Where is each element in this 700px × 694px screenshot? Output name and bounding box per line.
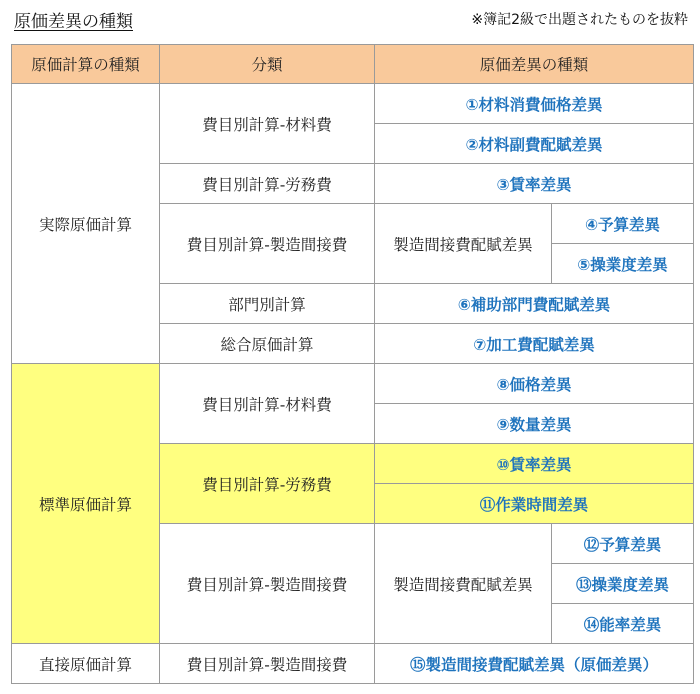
sub-standard-overhead: 製造間接費配賦差異 — [375, 524, 552, 644]
class-direct-overhead: 費目別計算-製造間接費 — [160, 644, 375, 684]
page-title: 原価差異の種類 — [14, 12, 133, 32]
variance-15: ⑮製造間接費配賦差異（原価差異） — [375, 644, 694, 684]
class-actual-labor: 費目別計算-労務費 — [160, 164, 375, 204]
header-classification: 分類 — [160, 45, 375, 84]
class-actual-overhead: 費目別計算-製造間接費 — [160, 204, 375, 284]
variance-table — [11, 44, 694, 684]
class-standard-material: 費目別計算-材料費 — [160, 364, 375, 444]
header-variance-type: 原価差異の種類 — [375, 45, 694, 84]
table-row — [12, 84, 694, 124]
variance-5: ⑤操業度差異 — [552, 244, 694, 284]
variance-13: ⑬操業度差異 — [552, 564, 694, 604]
variance-12: ⑫予算差異 — [552, 524, 694, 564]
variance-7: ⑦加工費配賦差異 — [375, 324, 694, 364]
header-row — [12, 45, 694, 84]
table-row — [12, 364, 694, 404]
class-actual-dept: 部門別計算 — [160, 284, 375, 324]
variance-9: ⑨数量差異 — [375, 404, 694, 444]
variance-10: ⑩賃率差異 — [375, 444, 694, 484]
source-note: ※簿記2級で出題されたものを抜粋 — [471, 12, 688, 28]
table-row — [12, 644, 694, 684]
class-standard-labor: 費目別計算-労務費 — [160, 444, 375, 524]
sub-actual-overhead: 製造間接費配賦差異 — [375, 204, 552, 284]
costing-actual: 実際原価計算 — [12, 84, 160, 364]
costing-direct: 直接原価計算 — [12, 644, 160, 684]
header-costing-type: 原価計算の種類 — [12, 45, 160, 84]
class-actual-material: 費目別計算-材料費 — [160, 84, 375, 164]
variance-6: ⑥補助部門費配賦差異 — [375, 284, 694, 324]
variance-2: ②材料副費配賦差異 — [375, 124, 694, 164]
costing-standard: 標準原価計算 — [12, 364, 160, 644]
class-standard-overhead: 費目別計算-製造間接費 — [160, 524, 375, 644]
class-actual-total: 総合原価計算 — [160, 324, 375, 364]
variance-11: ⑪作業時間差異 — [375, 484, 694, 524]
variance-1: ①材料消費価格差異 — [375, 84, 694, 124]
variance-3: ③賃率差異 — [375, 164, 694, 204]
variance-8: ⑧価格差異 — [375, 364, 694, 404]
variance-4: ④予算差異 — [552, 204, 694, 244]
variance-14: ⑭能率差異 — [552, 604, 694, 644]
